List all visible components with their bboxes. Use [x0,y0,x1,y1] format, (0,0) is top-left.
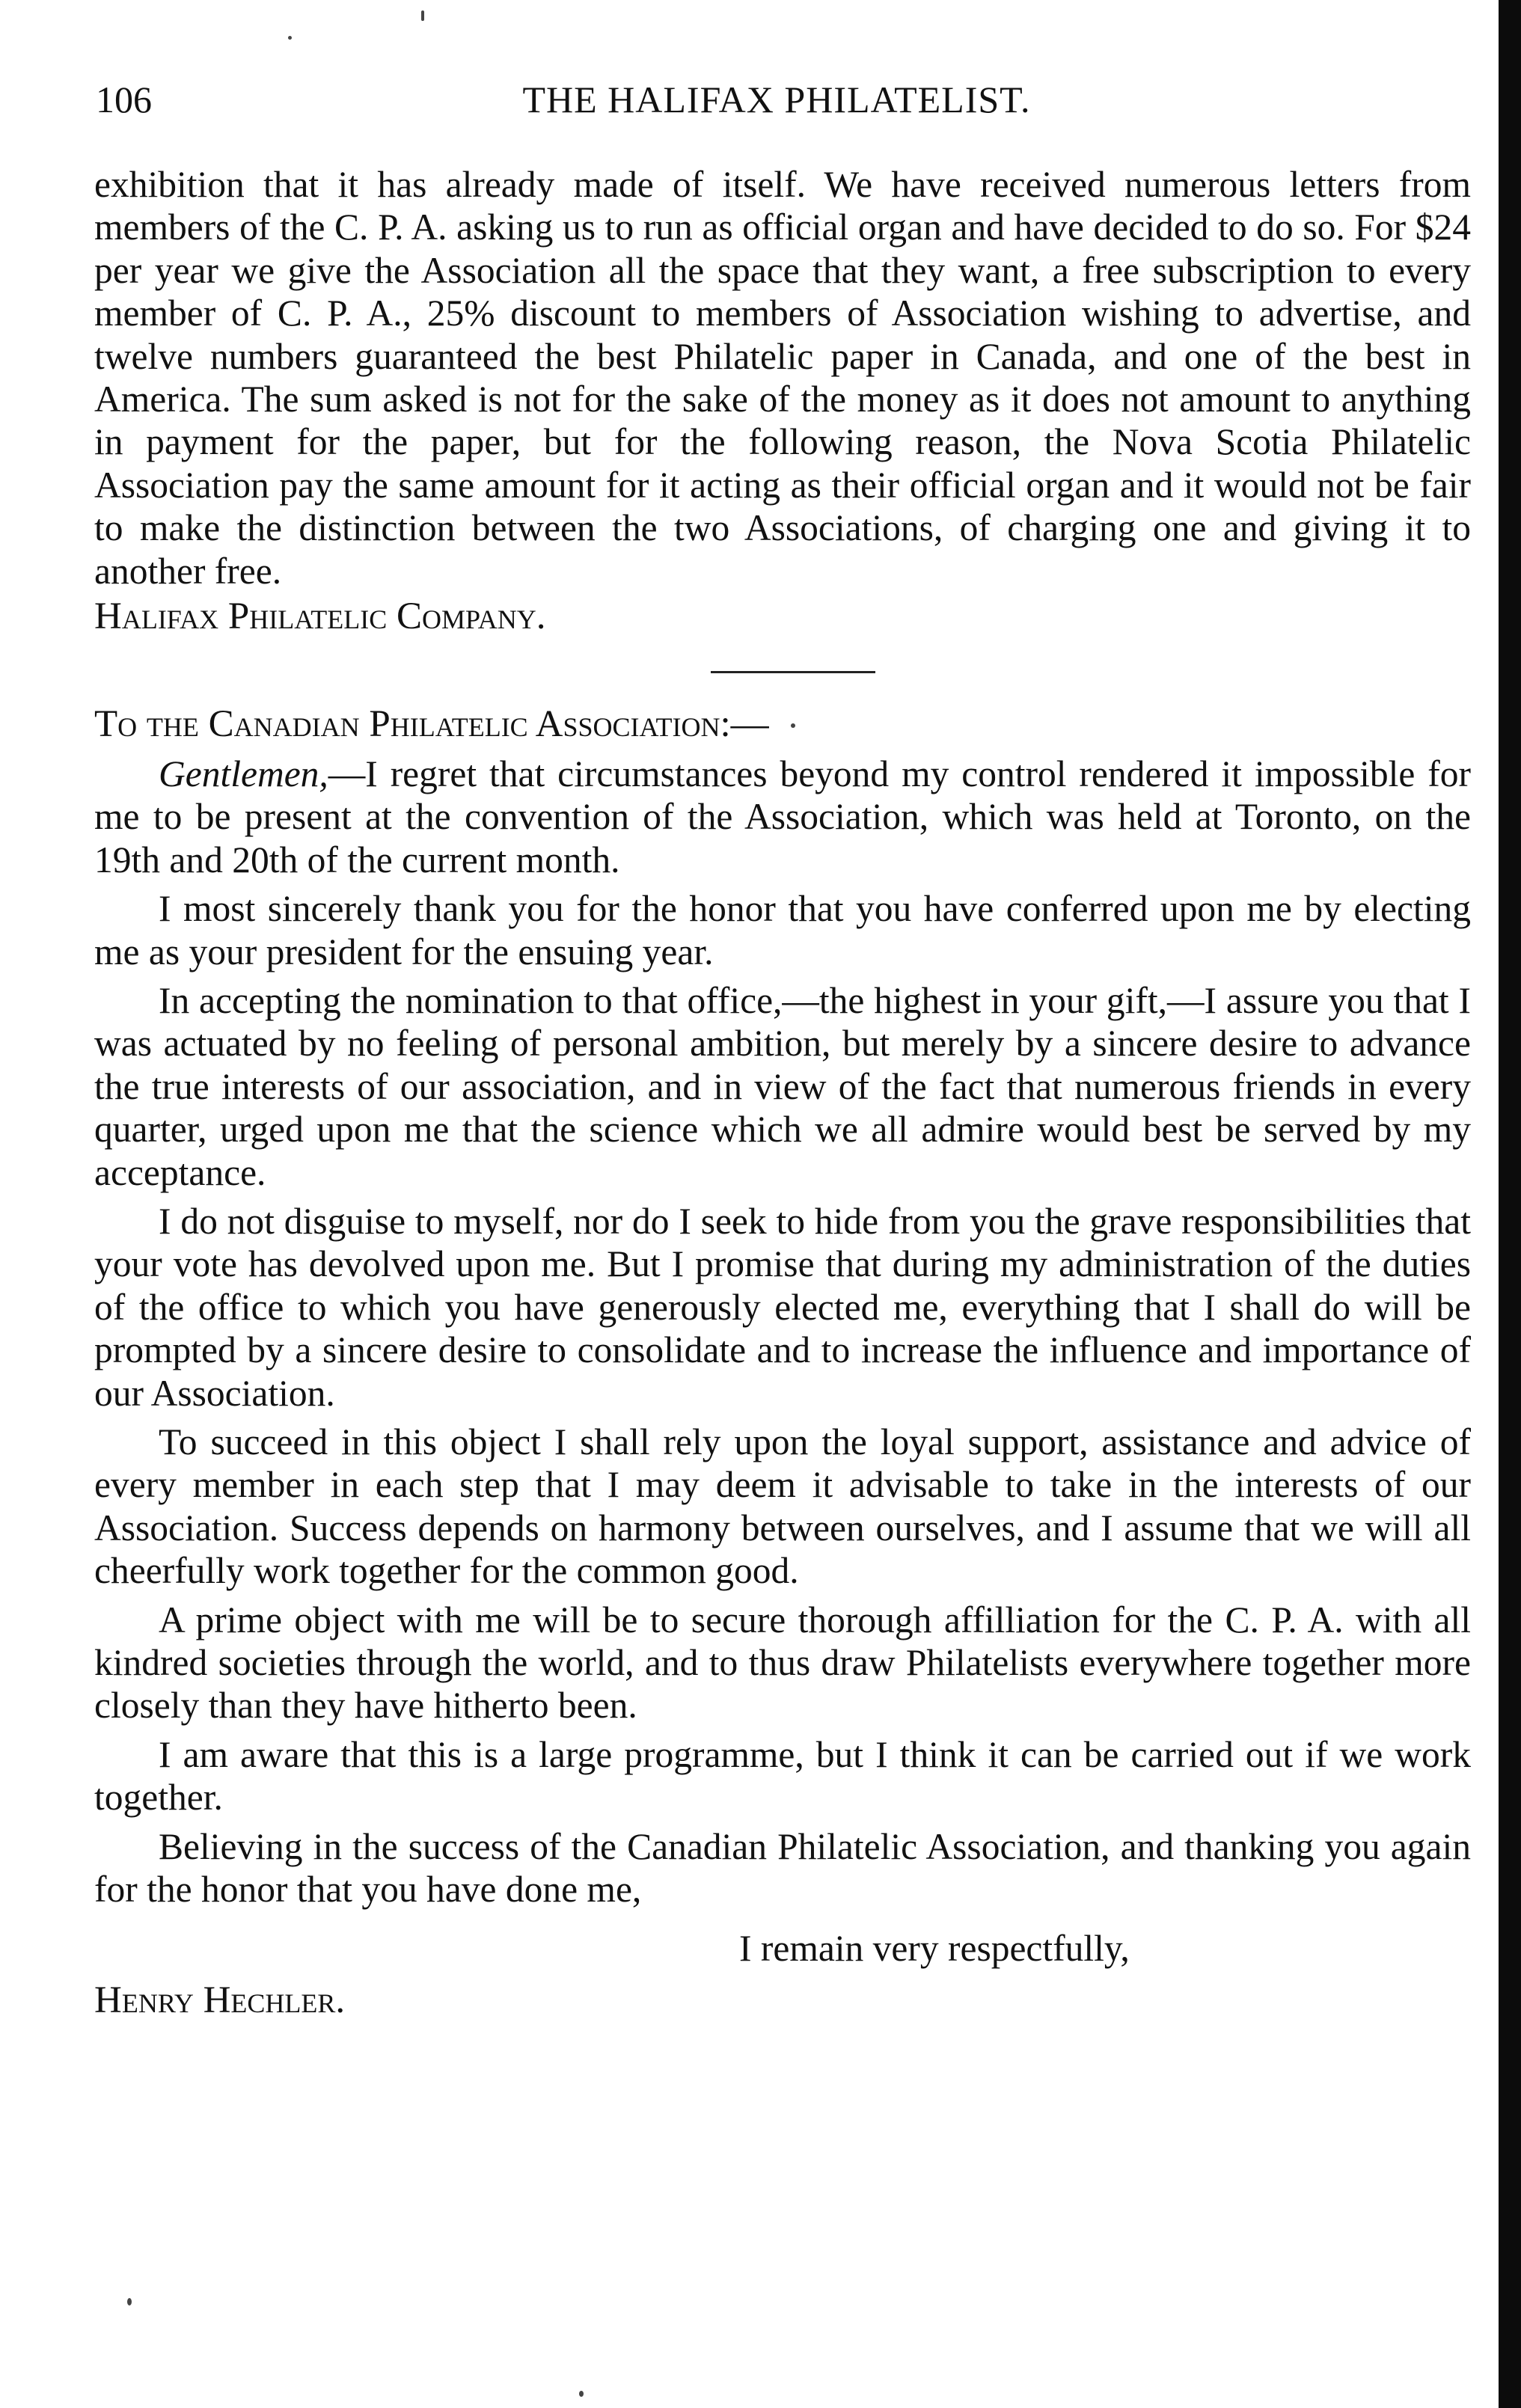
letter-paragraph: Believing in the success of the Canadian Philatelic Association, and thanking you again for the honor that you have done me, [94,1825,1471,1911]
letter-closing: I remain very respectfully, [739,1928,1130,1970]
letter-salutation: Gentlemen, [159,753,328,794]
page-number: 106 [96,79,152,120]
scan-speck [579,2391,584,2397]
notice-signature: Halifax Philatelic Company. [94,595,546,638]
scan-binding-edge [1499,0,1521,2408]
letter-paragraph-text: —I regret that circumstances beyond my control rendered it impossible for me to be present at the convention of the Association, which was held at Toronto, on the 19th and 20th of the current month. [94,753,1471,880]
letter-paragraph: A prime object with me will be to secure thorough affilliation for the C. P. A. with all kindred societies through the world, and to thus draw Philatelists everywhere together more closely than they have hitherto been. [94,1599,1471,1727]
article-body [94,163,1471,2022]
section-divider [711,671,875,673]
scan-speck [288,36,292,40]
letter-signer: Henry Hechler. [94,1979,346,2021]
letter-address: To the Canadian Philatelic Association:— [94,703,769,746]
letter-paragraph [94,753,1471,881]
scan-speck [127,2298,132,2306]
letter-paragraph: I most sincerely thank you for the honor that you have conferred upon me by electing me as your president for the ensuing year. [94,888,1471,972]
page-header [96,73,1457,126]
running-title: THE HALIFAX PHILATELIST. [522,79,1031,120]
scan-speck [421,10,424,21]
notice-paragraph: exhibition that it has already made of itself. We have received numerous letters from members of the C. P. A. asking us to run as official organ and have decided to do so. For $24 per year we give the Association all the space that they want, a free subscription to every member of C. P. A., 25% discount to members of Association wishing to advertise, and twelve numbers guaranteed the best Philatelic paper in Canada, and one of the best in America. The sum asked is not for the sake of the money as it does not amount to anything in payment for the paper, but for the following reason, the Nova Scotia Philatelic Association pay the same amount for it acting as their official organ and it would not be fair to make the distinction between the two Associations, of charging one and giving it to another free. [94,164,1471,592]
letter-paragraph: I do not disguise to myself, nor do I seek to hide from you the grave responsibilities that your vote has devolved upon me. But I promise that during my administration of the duties of the office to which you have generously elected me, everything that I shall do will be prompted by a sincere desire to consolidate and to increase the influence and importance of our Association. [94,1200,1471,1414]
letter-paragraph: In accepting the nomination to that office,—the highest in your gift,—I assure you that I was actuated by no feeling of personal ambition, but merely by a sincere desire to advance the true interests of our association, and in view of the fact that numerous friends in every quarter, urged upon me that the science which we all admire would best be served by my acceptance. [94,979,1471,1193]
letter-paragraph: I am aware that this is a large programme, but I think it can be carried out if we work together. [94,1733,1471,1819]
letter-paragraph: To succeed in this object I shall rely upon the loyal support, assistance and advice of every member in each step that I may deem it advisable to take in the interests of our Association. Success depends on harmony between ourselves, and I assume that we will all cheerfully work together for the common good. [94,1421,1471,1592]
